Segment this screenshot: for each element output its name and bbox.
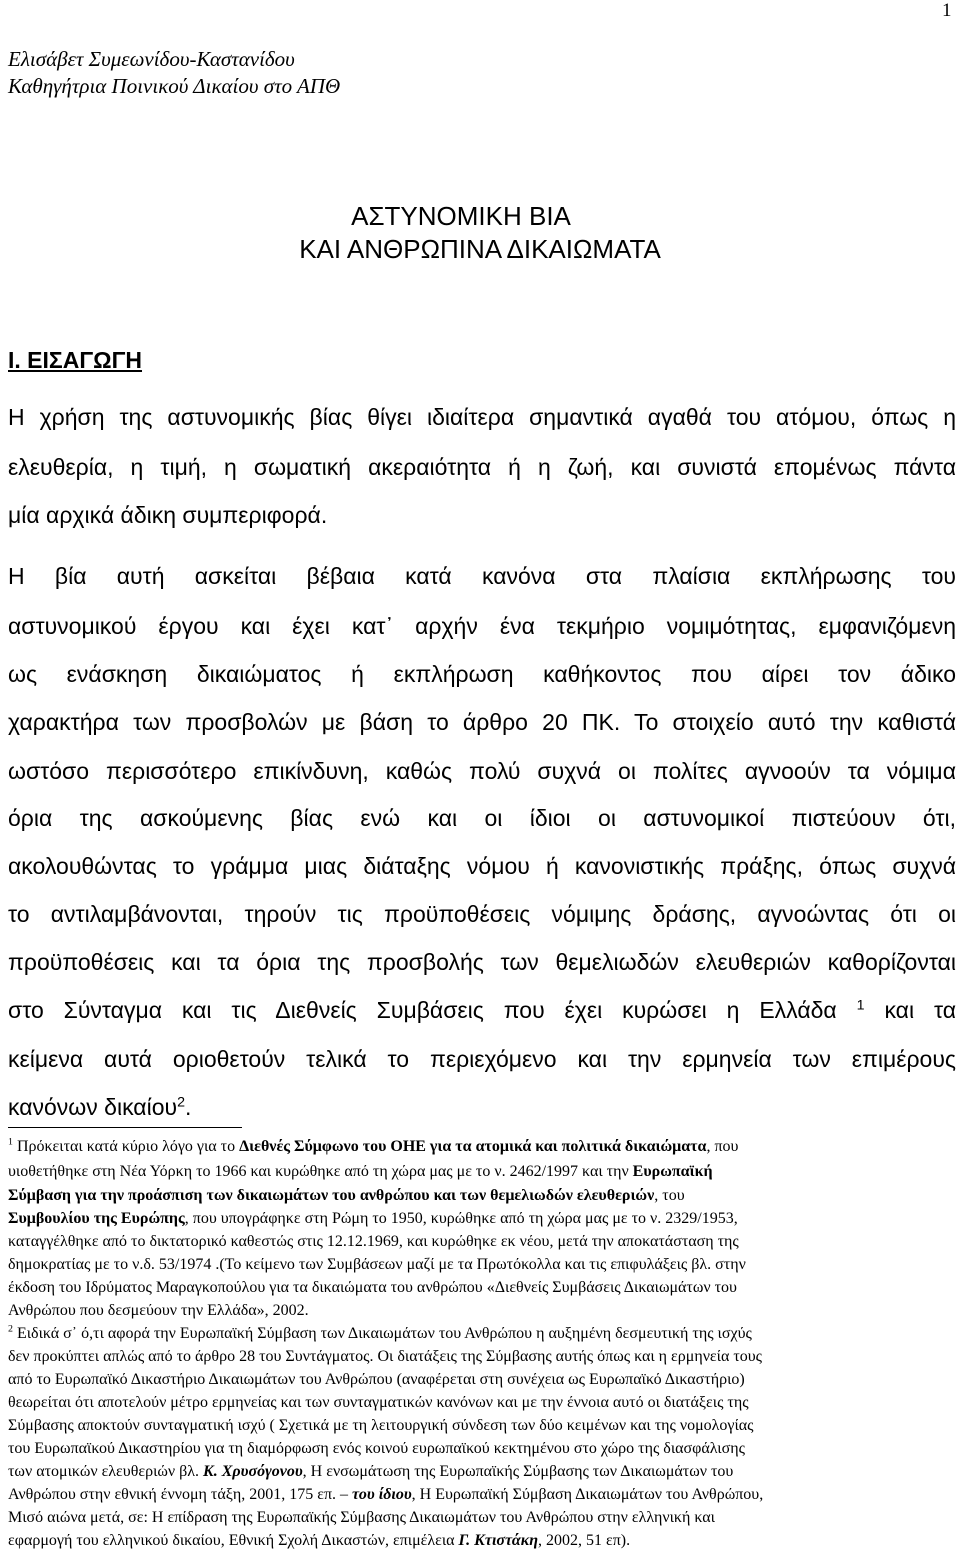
footnote-text: Ειδικά σ᾽ ό,τι αφορά την Ευρωπαϊκή Σύμβαση των Δικαιωμάτων του Ανθρώπου η αυξημένη δεσμευτική της ισχύς [16,1325,752,1342]
footnote-line [8,1186,954,1206]
footnote-line [8,1531,954,1551]
footnote-text: εφαρμογή του ελληνικού δικαίου, Εθνική Σχολή Δικαστών, επιμέλεια [8,1532,459,1549]
footnote-bold-text: Συμβουλίου της Ευρώπης [8,1210,185,1227]
paragraph-line: ωστόσο περισσότερο επικίνδυνη, καθώς πολύ συχνά οι πολίτες αγνοούν τα νόμιμα [8,758,956,784]
footnote-line: Ανθρώπου που δεσμεύουν την Ελλάδα», 2002. [8,1302,309,1319]
footnote-marker: 2 [8,1323,13,1335]
footnote-text: , που υπογράφηκε στη Ρώμη το 1950, κυρώθηκε από τη χώρα μας με το ν. 2329/1953, [184,1210,738,1227]
footnote-text: υιοθετήθηκε στη Νέα Υόρκη το 1966 και κυρώθηκε από τη χώρα μας με το ν. 2462/1997 και την [8,1163,633,1180]
footnote-line: Σύμβασης αποκτούν συνταγματική ισχύ ( Σχετικά με τη λειτουργική σύνδεση των δύο κειμένων και της νομολογίας [8,1417,754,1434]
footnote-line: έκδοση του Ιδρύματος Μαραγκοπούλου για τα δικαιώματα του ανθρώπου «Διεθνείς Συμβάσεις Δικαιωμάτων του [8,1279,737,1296]
author-block [8,46,340,100]
footnote-author-name: Κ. Χρυσόγονου [203,1463,303,1480]
footnote-text: , Η ενσωμάτωση της Ευρωπαϊκής Σύμβασης των Δικαιωμάτων του [302,1463,734,1480]
document-title [0,200,960,266]
footnote-line: από το Ευρωπαϊκό Δικαστήριο Δικαιωμάτων του Ανθρώπου (αναφέρεται στη συνέχεια ως Ευρωπαϊκό Δικαστήριο) [8,1371,745,1388]
paragraph-line: ως ενάσκηση δικαιώματος ή εκπλήρωση καθήκοντος που αίρει τον άδικο [8,661,956,687]
paragraph-text: . [185,1094,192,1120]
footnote-text: Ανθρώπου στην εθνική έννομη τάξη, 2001, 175 επ. – [8,1486,353,1503]
footnote-text: , Η Ευρωπαϊκή Σύμβαση Δικαιωμάτων του Ανθρώπου, [411,1486,764,1503]
footnote-text: των ατομικών ελευθεριών βλ. [8,1463,204,1480]
footnote-line: Μισό αιώνα μετά, σε: Η επίδραση της Ευρωπαϊκής Σύμβασης Δικαιωμάτων του Ανθρώπου στην ελληνική και [8,1509,715,1526]
footnote-text: , 2002, 51 επ). [538,1532,631,1549]
paragraph-line [8,1093,956,1121]
footnote-author-name: του ίδιου [352,1486,412,1503]
footnote-line [8,1324,954,1344]
paragraph-line: αστυνομικού έργου και έχει κατ᾽ αρχήν ένα τεκμήριο νομιμότητας, εμφανιζόμενη [8,613,956,639]
paragraph-line: Η χρήση της αστυνομικής βίας θίγει ιδιαίτερα σημαντικά αγαθά του ατόμου, όπως η [8,404,956,430]
paragraph-line: ακολουθώντας το γράμμα μιας διάταξης νόμου ή κανονιστικής πράξης, όπως συχνά [8,853,956,879]
footnote-line: του Ευρωπαϊκού Δικαστηρίου για τη διαμόρφωση ενός κοινού ευρωπαϊκού κεκτημένου στο χώρο της διασφάλισης [8,1440,745,1457]
footnote-text: Πρόκειται κατά κύριο λόγο για το [16,1138,240,1155]
paragraph-line: μία αρχικά άδικη συμπεριφορά. [8,502,328,528]
paragraph-line: όρια της ασκούμενης βίας ενώ και οι ίδιοι οι αστυνομικοί πιστεύουν ότι, [8,805,956,831]
page-number: 1 [942,0,952,21]
title-line-1: ΑΣΤΥΝΟΜΙΚΗ ΒΙΑ [351,201,571,231]
footnote-separator [8,1127,242,1128]
footnote-text: , του [654,1187,685,1204]
paragraph-text: κανόνων δικαίου [8,1094,178,1120]
footnote-line: θεωρείται ότι αποτελούν μέτρο ερμηνείας και των συνταγματικών κανόνων και με την έννοια αυτό οι διατάξεις της [8,1394,749,1411]
footnote-line: δεν προκύπτει απλώς από το άρθρο 28 του Συντάγματος. Οι διατάξεις της Σύμβασης αυτής όπως και η ερμηνεία τους [8,1348,763,1365]
footnote-author-name: Γ. Κτιστάκη [458,1532,538,1549]
footnote-line [8,1485,954,1505]
paragraph-line: χαρακτήρα των προσβολών με βάση το άρθρο 20 ΠΚ. Το στοιχείο αυτό την καθιστά [8,709,956,735]
footnote-line: δημοκρατίας με το ν.δ. 53/1974 .(Το κείμενο των Συμβάσεων μαζί με τα Πρωτόκολλα και τις επιφυλάξεις βλ. στην [8,1256,746,1273]
footnote-text: , που [706,1138,739,1155]
footnote-ref-1[interactable]: 1 [856,997,865,1014]
author-position: Καθηγήτρια Ποινικού Δικαίου στο ΑΠΘ [8,74,341,98]
footnote-line [8,1162,954,1182]
footnote-marker: 1 [8,1136,13,1148]
footnote-bold-text: Ευρωπαϊκή [632,1163,713,1180]
paragraph-line: προϋποθέσεις και τα όρια της προσβολής των θεμελιωδών ελευθεριών καθορίζονται [8,949,956,975]
footnote-bold-text: Σύμβαση για την προάσπιση των δικαιωμάτων του ανθρώπου και των θεμελιωδών ελευθεριών [8,1187,655,1204]
title-line-2: ΚΑΙ ΑΝΘΡΩΠΙΝΑ ΔΙΚΑΙΩΜΑΤΑ [299,234,661,264]
paragraph-line: ελευθερία, η τιμή, η σωματική ακεραιότητα ή η ζωή, και συνιστά επομένως πάντα [8,454,956,480]
footnote-line [8,1462,954,1482]
footnote-ref-2[interactable]: 2 [177,1094,186,1111]
author-name: Ελισάβετ Συμεωνίδου-Καστανίδου [8,47,295,71]
paragraph-text: και τα [884,997,957,1023]
footnote-bold-text: Διεθνές Σύμφωνο του ΟΗΕ για τα ατομικά και πολιτικά δικαιώματα [239,1138,707,1155]
paragraph-line: Η βία αυτή ασκείται βέβαια κατά κανόνα στα πλαίσια εκπλήρωσης του [8,563,956,589]
footnote-line [8,1137,954,1157]
paragraph-line: κείμενα αυτά οριοθετούν τελικά το περιεχόμενο και την ερμηνεία των επιμέρους [8,1046,956,1072]
paragraph-line [8,996,956,1024]
footnote-line: καταγγέλθηκε από το δικτατορικό καθεστώς στις 12.12.1969, και κυρώθηκε εκ νέου, μετά την αποκατάσταση της [8,1233,739,1250]
paragraph-line: το αντιλαμβάνονται, τηρούν τις προϋποθέσεις νόμιμης δράσης, αγνοώντας ότι οι [8,901,956,927]
section-heading: Ι. ΕΙΣΑΓΩΓΗ [8,347,143,373]
footnote-line [8,1209,954,1229]
paragraph-text: στο Σύνταγμα και τις Διεθνείς Συμβάσεις που έχει κυρώσει η Ελλάδα [8,997,837,1023]
